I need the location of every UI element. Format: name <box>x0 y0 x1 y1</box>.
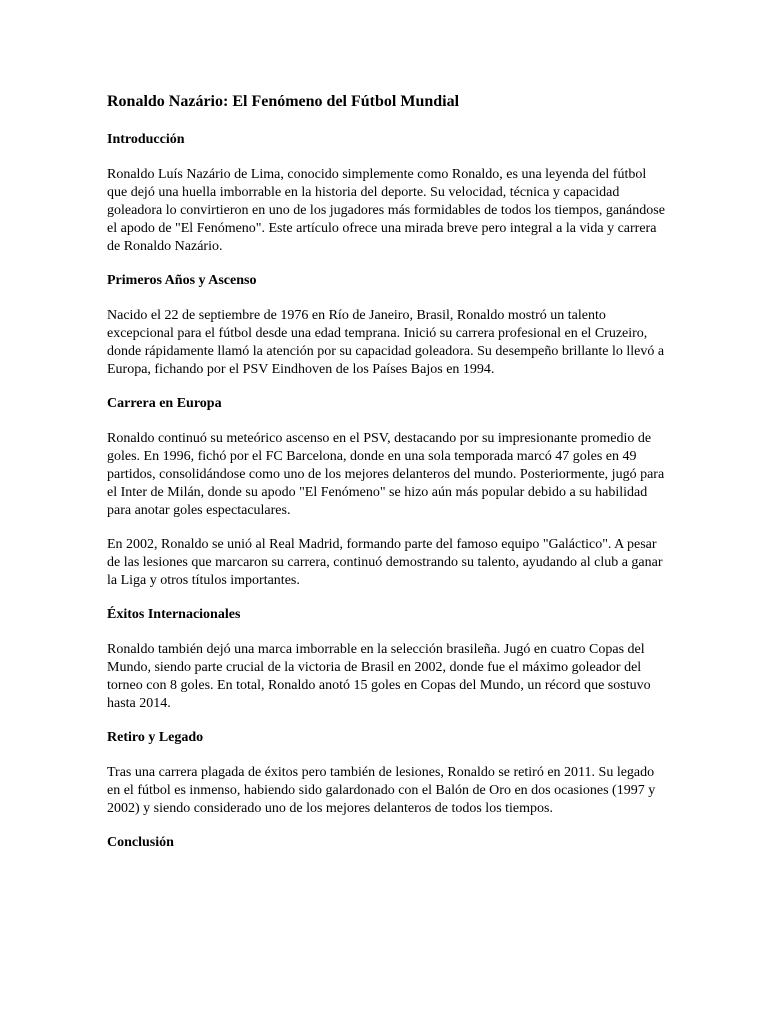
section-heading: Primeros Años y Ascenso <box>107 273 257 288</box>
section-heading: Éxitos Internacionales <box>107 607 241 622</box>
section-retiro-legado <box>107 729 668 818</box>
section-heading: Carrera en Europa <box>107 396 222 411</box>
section-conclusion <box>107 834 668 852</box>
document-title: Ronaldo Nazário: El Fenómeno del Fútbol Mundial <box>107 93 460 110</box>
paragraph: Ronaldo también dejó una marca imborrable en la selección brasileña. Jugó en cuatro Copas del Mundo, siendo parte crucial de la victoria de Brasil en 2002, donde fue el máximo goleador del torneo con 8 goles. En total, Ronaldo anotó 15 goles en Copas del Mundo, un récord que sostuvo hasta 2014. <box>107 642 651 711</box>
section-introduccion <box>107 131 668 256</box>
section-heading: Conclusión <box>107 835 174 850</box>
section-heading: Retiro y Legado <box>107 730 204 745</box>
paragraph: Nacido el 22 de septiembre de 1976 en Río de Janeiro, Brasil, Ronaldo mostró un talento excepcional para el fútbol desde una edad temprana. Inició su carrera profesional en el Cruzeiro, donde rápidamente llamó la atención por su capacidad goleadora. Su desempeño brillante lo llevó a Europa, fichando por el PSV Eindhoven de los Países Bajos en 1994. <box>107 308 665 377</box>
section-carrera-europa <box>107 395 668 590</box>
paragraph: Tras una carrera plagada de éxitos pero también de lesiones, Ronaldo se retiró en 2011. Su legado en el fútbol es inmenso, habiendo sido galardonado con el Balón de Oro en dos ocasiones (1997 y 2002) y siendo considerado uno de los mejores delanteros de todos los tiempos. <box>107 765 656 816</box>
section-heading: Introducción <box>107 132 185 147</box>
paragraph: En 2002, Ronaldo se unió al Real Madrid, formando parte del famoso equipo "Galáctico". A pesar de las lesiones que marcaron su carrera, continuó demostrando su talento, ayudando al club a ganar la Liga y otros títulos importantes. <box>107 537 663 588</box>
section-exitos-internacionales <box>107 606 668 713</box>
section-primeros-anos <box>107 272 668 379</box>
paragraph: Ronaldo Luís Nazário de Lima, conocido simplemente como Ronaldo, es una leyenda del fútbol que dejó una huella imborrable en la historia del deporte. Su velocidad, técnica y capacidad goleadora lo convirtieron en uno de los jugadores más formidables de todos los tiempos, ganándose el apodo de "El Fenómeno". Este artículo ofrece una mirada breve pero integral a la vida y carrera de Ronaldo Nazário. <box>107 167 665 254</box>
paragraph: Ronaldo continuó su meteórico ascenso en el PSV, destacando por su impresionante promedio de goles. En 1996, fichó por el FC Barcelona, donde en una sola temporada marcó 47 goles en 49 partidos, consolidándose como uno de los mejores delanteros del mundo. Posteriormente, jugó para el Inter de Milán, donde su apodo "El Fenómeno" se hizo aún más popular debido a su habilidad para anotar goles espectaculares. <box>107 431 665 518</box>
